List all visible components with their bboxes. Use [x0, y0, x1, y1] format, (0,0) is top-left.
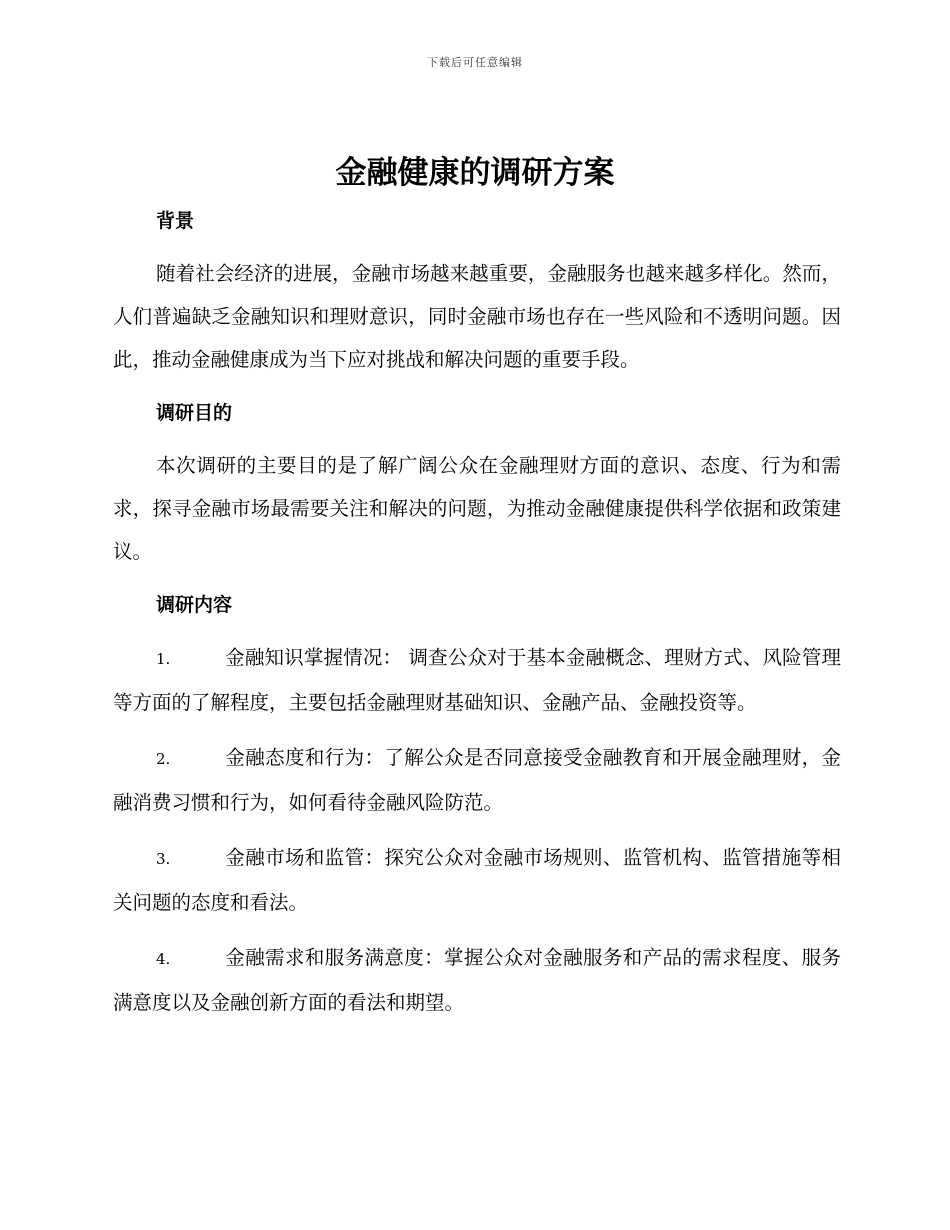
header-note: 下载后可任意编辑 — [427, 56, 523, 69]
list-item-heading: 金融知识掌握情况： — [225, 646, 403, 669]
section-heading-purpose: 调研目的 — [156, 402, 233, 424]
list-item — [113, 636, 841, 724]
list-item-heading: 金融市场和监管： — [225, 846, 385, 869]
section-heading-content: 调研内容 — [156, 594, 233, 616]
list-item-text: 了解公众是否同意接受金融教育和开展金融理财，金融消费习惯和行为，如何看待金融风险防范。 — [113, 746, 841, 814]
document-title: 金融健康的调研方案 — [335, 155, 615, 191]
section-heading-background: 背景 — [156, 210, 195, 232]
list-item-heading: 金融态度和行为： — [225, 746, 385, 769]
list-item-number: 3. — [156, 850, 171, 868]
list-item-text: 调查公众对于基本金融概念、理财方式、风险管理等方面的了解程度，主要包括金融理财基础知识、金融产品、金融投资等。 — [113, 646, 841, 714]
paragraph-purpose: 本次调研的主要目的是了解广阔公众在金融理财方面的意识、态度、行为和需求，探寻金融市场最需要关注和解决的问题，为推动金融健康提供科学依据和政策建议。 — [113, 454, 841, 563]
list-item-heading: 金融需求和服务满意度： — [225, 946, 444, 969]
document-body — [113, 201, 841, 1024]
list-item-text: 探究公众对金融市场规则、监管机构、监管措施等相关问题的态度和看法。 — [113, 846, 841, 914]
list-item — [113, 736, 841, 824]
list-item-text: 掌握公众对金融服务和产品的需求程度、服务满意度以及金融创新方面的看法和期望。 — [113, 946, 841, 1014]
paragraph-background: 随着社会经济的进展，金融市场越来越重要，金融服务也越来越多样化。然而，人们普遍缺乏金融知识和理财意识，同时金融市场也存在一些风险和不透明问题。因此，推动金融健康成为当下应对挑战和解决问题的重要手段。 — [113, 262, 841, 371]
list-item-number: 2. — [156, 750, 171, 768]
list-item-number: 1. — [156, 650, 171, 668]
list-item-number: 4. — [156, 950, 171, 968]
list-item — [113, 936, 841, 1024]
list-item — [113, 836, 841, 924]
